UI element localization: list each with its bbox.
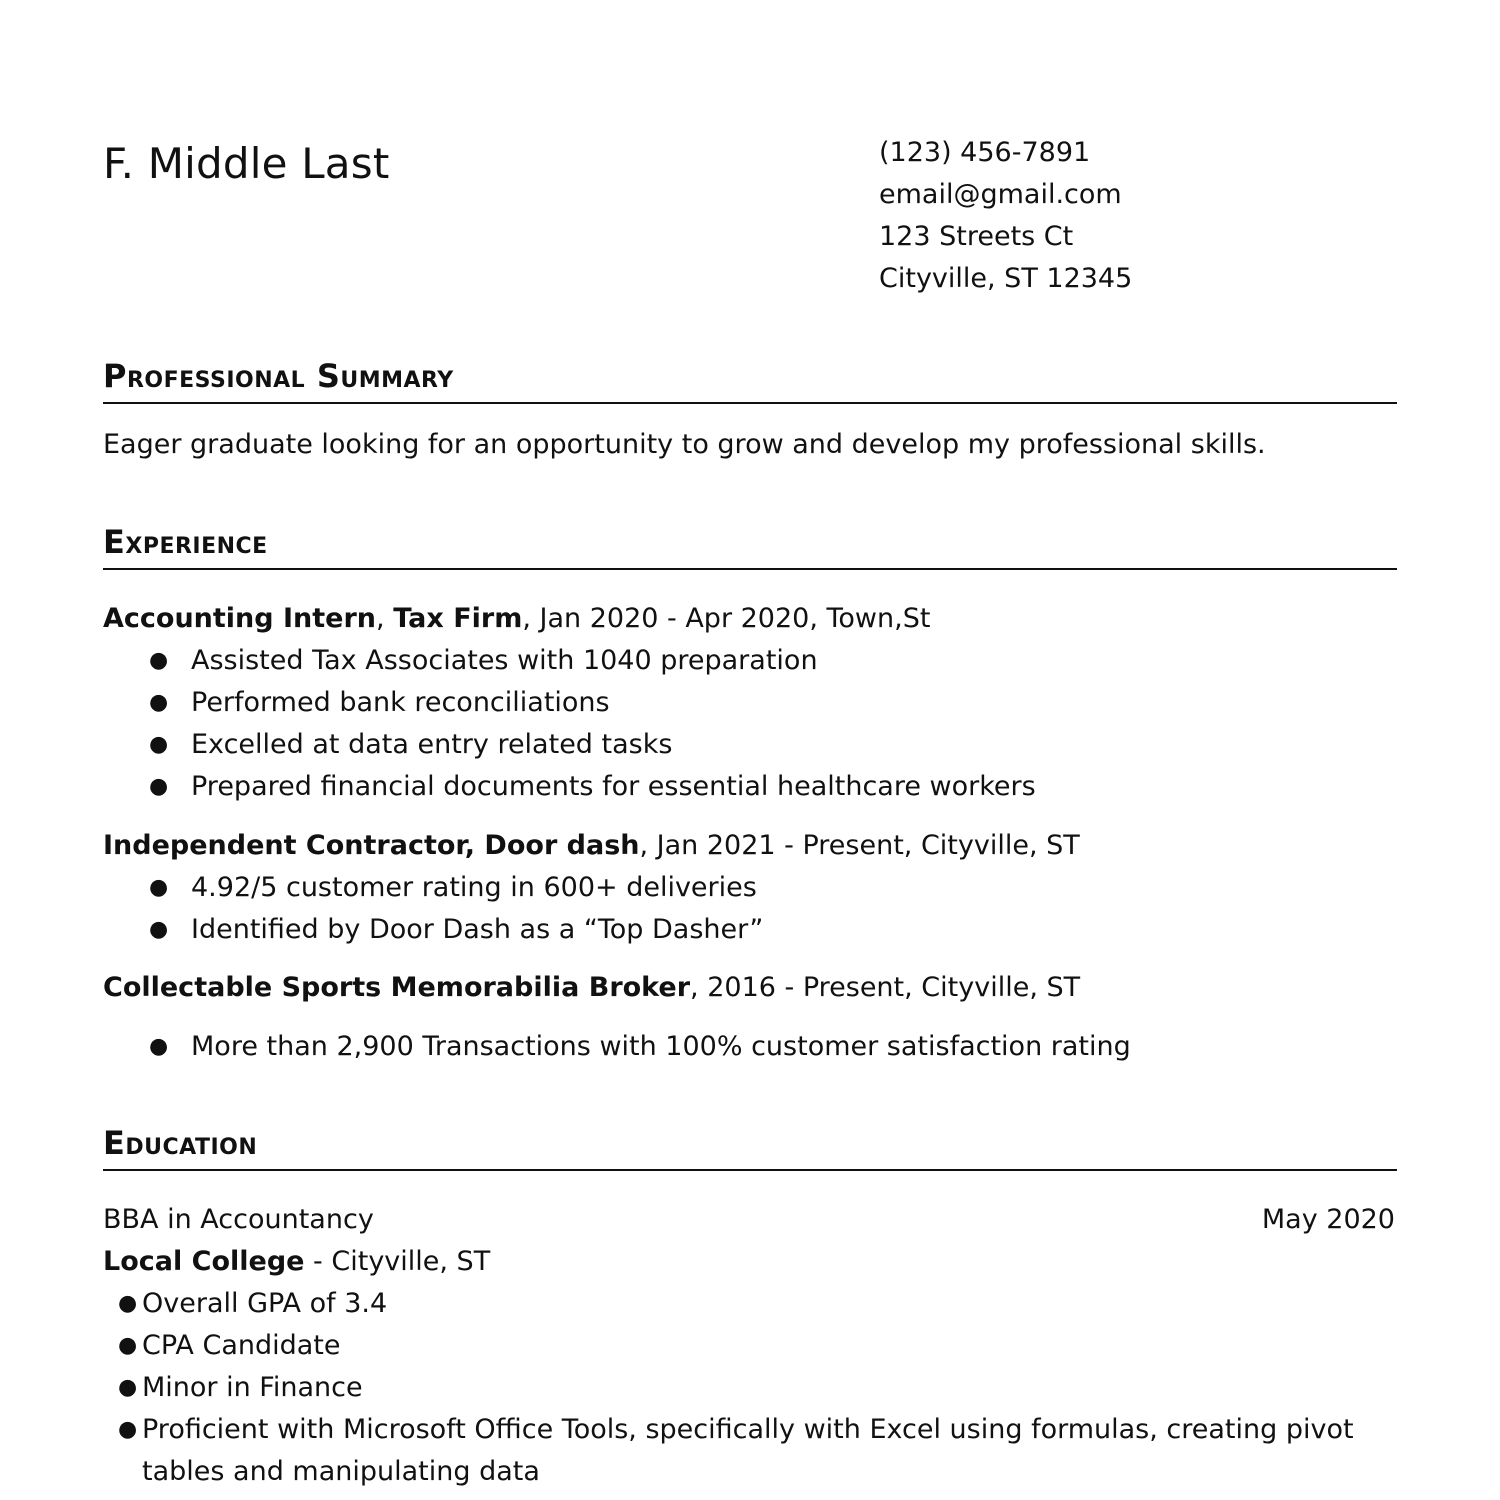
list-item-text: Minor in Finance: [142, 1372, 363, 1403]
education-bullet-list: [118, 1283, 1358, 1493]
list-item-text: Assisted Tax Associates with 1040 preparation: [191, 645, 818, 676]
job-role-company: Collectable Sports Memorabilia Broker: [103, 972, 691, 1003]
job-details: , Jan 2021 - Present, Cityville, ST: [639, 830, 1080, 861]
list-item-text: Identified by Door Dash as a “Top Dasher”: [191, 914, 764, 945]
summary-text: Eager graduate looking for an opportunity to grow and develop my professional skills.: [103, 429, 1266, 460]
bullet-icon: ●: [149, 917, 169, 942]
job-bullet-list: [145, 1026, 1131, 1068]
list-item: [118, 1409, 1358, 1493]
section-title-education: Education: [103, 1123, 1397, 1171]
list-item-text: 4.92/5 customer rating in 600+ deliveries: [191, 872, 757, 903]
job-heading: [103, 967, 1080, 1009]
list-item: [145, 766, 1036, 808]
bullet-icon: ●: [149, 732, 169, 757]
section-title-experience: Experience: [103, 522, 1397, 570]
education-school: Local College: [103, 1246, 305, 1277]
education-date: May 2020: [1261, 1204, 1395, 1235]
contact-city: Cityville, ST 12345: [879, 263, 1133, 294]
education-school-line: [103, 1241, 490, 1283]
list-item-text: Excelled at data entry related tasks: [191, 729, 673, 760]
contact-email: email@gmail.com: [879, 179, 1122, 210]
job-separator: ,: [376, 603, 394, 634]
bullet-icon: ●: [149, 690, 169, 715]
list-item: [145, 724, 1036, 766]
list-item: [118, 1325, 1358, 1367]
job-heading: [103, 598, 930, 640]
candidate-name: F. Middle Last: [103, 139, 390, 188]
list-item-text: Performed bank reconciliations: [191, 687, 610, 718]
section-title-summary: Professional Summary: [103, 356, 1397, 404]
job-details: , Jan 2020 - Apr 2020, Town,St: [522, 603, 931, 634]
bullet-icon: ●: [118, 1417, 138, 1442]
contact-block: [879, 132, 1132, 300]
job-bullet-list: [145, 640, 1036, 808]
list-item: [145, 1026, 1131, 1068]
bullet-icon: ●: [149, 648, 169, 673]
list-item: [145, 909, 763, 951]
job-bullet-list: [145, 867, 763, 951]
list-item: [118, 1367, 1358, 1409]
education-location: - Cityville, ST: [304, 1246, 491, 1277]
job-role: Accounting Intern: [103, 603, 377, 634]
bullet-icon: ●: [149, 1034, 169, 1059]
bullet-icon: ●: [118, 1291, 138, 1316]
list-item: [145, 640, 1036, 682]
list-item-text: Prepared financial documents for essential healthcare workers: [191, 771, 1036, 802]
list-item: [118, 1283, 1358, 1325]
job-company: Tax Firm: [393, 603, 523, 634]
list-item-text: More than 2,900 Transactions with 100% customer satisfaction rating: [191, 1031, 1131, 1062]
bullet-icon: ●: [118, 1375, 138, 1400]
education-degree: BBA in Accountancy: [103, 1204, 374, 1235]
bullet-icon: ●: [149, 875, 169, 900]
list-item: [145, 867, 763, 909]
job-heading: [103, 825, 1080, 867]
job-role-company: Independent Contractor, Door dash: [103, 830, 640, 861]
bullet-icon: ●: [149, 774, 169, 799]
list-item-text: CPA Candidate: [142, 1330, 341, 1361]
contact-street: 123 Streets Ct: [879, 221, 1074, 252]
list-item: [145, 682, 1036, 724]
contact-phone: (123) 456-7891: [879, 137, 1091, 168]
list-item-text: Proficient with Microsoft Office Tools, specifically with Excel using formulas, creating pivot tables and manipulating data: [142, 1414, 1354, 1487]
list-item-text: Overall GPA of 3.4: [142, 1288, 388, 1319]
bullet-icon: ●: [118, 1333, 138, 1358]
job-details: , 2016 - Present, Cityville, ST: [690, 972, 1081, 1003]
